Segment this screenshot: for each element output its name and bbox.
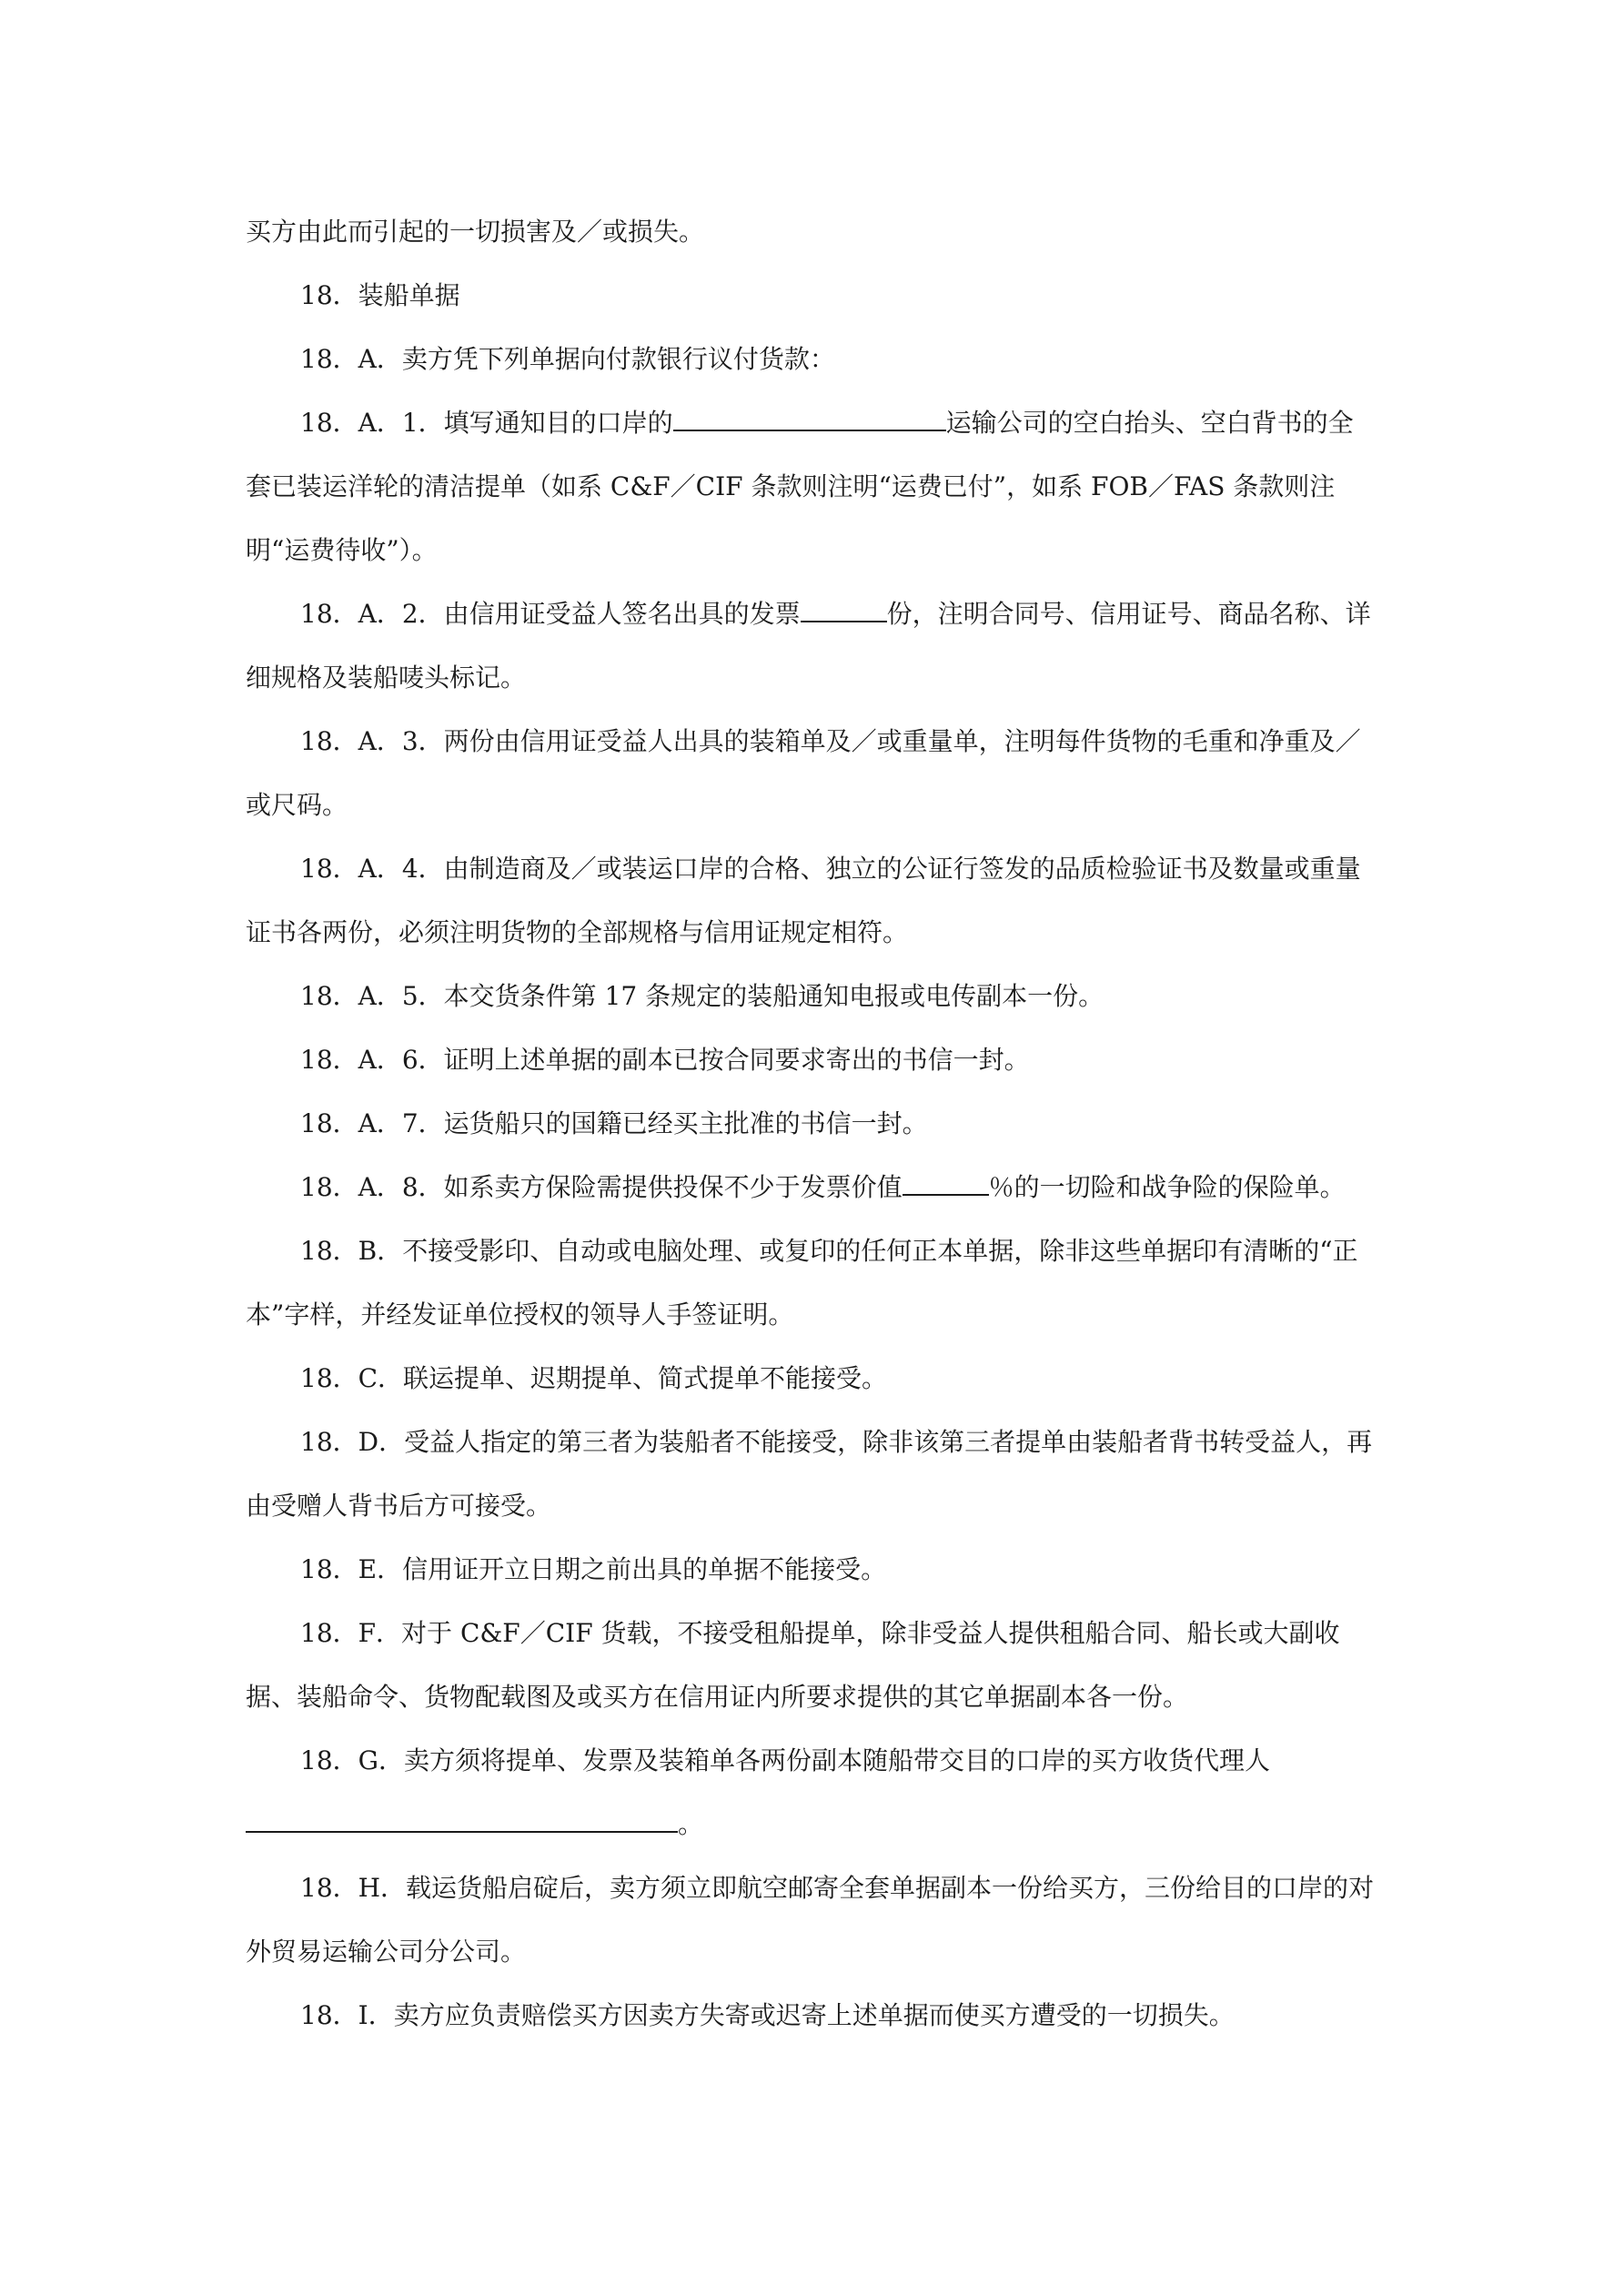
clause-18d: 18．D．受益人指定的第三者为装船者不能接受，除非该第三者提单由装船者背书转受益人，再由受赠人背书后方可接受。 (246, 1427, 1373, 1521)
clause-18a1-before: 18．A．1．填写通知目的口岸的 (300, 408, 673, 438)
clause-18a5: 18．A．5．本交货条件第 17 条规定的装船通知电报或电传副本一份。 (300, 981, 1105, 1011)
blank-receiving-agent[interactable] (246, 1811, 678, 1833)
clause-18g-text: 18．G．卖方须将提单、发票及装箱单各两份副本随船带交目的口岸的买方收货代理人 (300, 1745, 1271, 1775)
blank-invoice-copies[interactable] (801, 601, 887, 622)
clause-18i: 18．I．卖方应负责赔偿买方因卖方失寄或迟寄上述单据而使买方遭受的一切损失。 (300, 2000, 1235, 2030)
clause-18a8-after: ％的一切险和战争险的保险单。 (988, 1172, 1346, 1202)
clause-18g (246, 1729, 1378, 1793)
clause-18h: 18．H．载运货船启碇后，卖方须立即航空邮寄全套单据副本一份给买方，三份给目的口岸的对外贸易运输公司分公司。 (246, 1873, 1375, 1967)
clause-18a: 18．A．卖方凭下列单据向付款银行议付货款： (300, 344, 835, 374)
clause-18a2 (246, 582, 1378, 710)
clause-18e: 18．E．信用证开立日期之前出具的单据不能接受。 (300, 1554, 887, 1584)
clause-18a8 (246, 1156, 1378, 1219)
clause-18a8-before: 18．A．8．如系卖方保险需提供投保不少于发票价值 (300, 1172, 903, 1202)
clause-18a4: 18．A．4．由制造商及／或装运口岸的合格、独立的公证行签发的品质检验证书及数量或重量证书各两份，必须注明货物的全部规格与信用证规定相符。 (246, 854, 1361, 947)
clause-18f: 18．F．对于 C&F／CIF 货载，不接受租船提单，除非受益人提供租船合同、船长或大副收据、装船命令、货物配载图及或买方在信用证内所要求提供的其它单据副本各一份。 (246, 1618, 1340, 1712)
clause-18a2-after: 份，注明合同号、信用证号、商品名称、详细规格及装船唛头标记。 (246, 599, 1371, 693)
clause-18g-tail: 。 (678, 1809, 704, 1839)
blank-insurance-percent[interactable] (903, 1174, 989, 1196)
clause-18a3: 18．A．3．两份由信用证受益人出具的装箱单及／或重量单，注明每件货物的毛重和净重及／或尺码。 (246, 726, 1361, 820)
paragraph-continuation: 买方由此而引起的一切损害及／或损失。 (246, 217, 705, 247)
clause-18g-blank-line (246, 1793, 1378, 1856)
document-page (246, 200, 1378, 2048)
clause-18a6: 18．A．6．证明上述单据的副本已按合同要求寄出的书信一封。 (300, 1045, 1030, 1075)
clause-18b: 18．B．不接受影印、自动或电脑处理、或复印的任何正本单据，除非这些单据印有清晰的“正本”字样，并经发证单位授权的领导人手签证明。 (246, 1236, 1358, 1330)
clause-18a2-before: 18．A．2．由信用证受益人签名出具的发票 (300, 599, 801, 629)
section-heading-18: 18．装船单据 (300, 280, 460, 310)
clause-18c: 18．C．联运提单、迟期提单、简式提单不能接受。 (300, 1363, 888, 1393)
clause-18a1 (246, 391, 1378, 582)
clause-18a7: 18．A．7．运货船只的国籍已经买主批准的书信一封。 (300, 1108, 928, 1138)
clause-18a1-after: 运输公司的空白抬头、空白背书的全套已装运洋轮的清洁提单（如系 C&F／CIF 条款则注明“运费已付”，如系 FOB／FAS 条款则注明“运费待收”）。 (246, 408, 1354, 565)
blank-port-company[interactable] (673, 410, 946, 431)
